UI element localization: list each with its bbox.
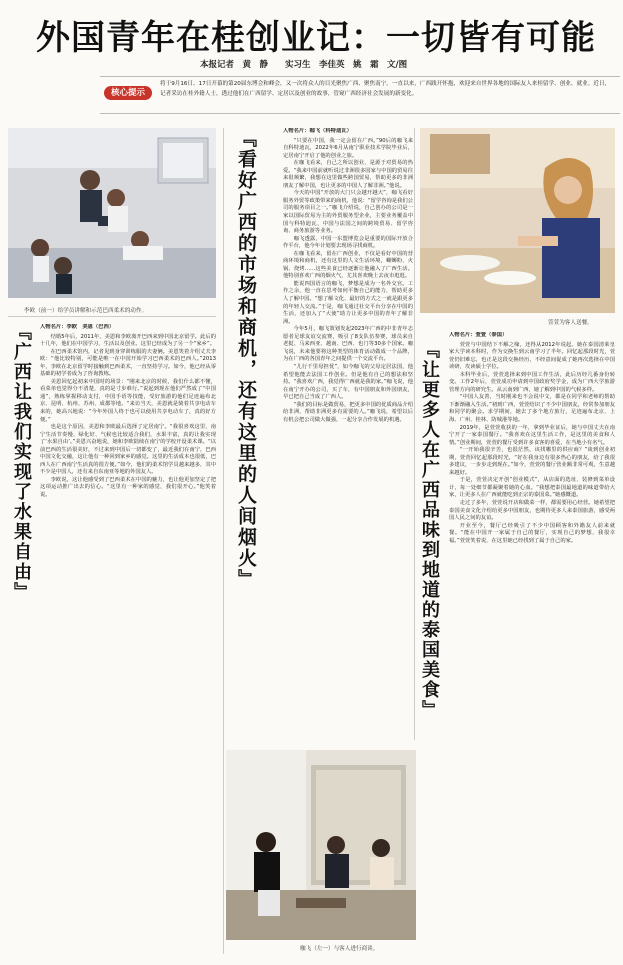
story2-paragraph: 在咖飞看来，自己之所以创业，是源于对贸易的热爱。“我来中国前就听说过非洲很多国家与中国的贸易往来很频繁，我想在这里做些跨国贸易，帮助更多的非洲朋友了解中国，也让更多的中国人了解非洲。”他说。 (283, 160, 413, 189)
story2-paragraph: “只要在中国，我一定会留在广西。”90后的咖飞来自科特迪瓦，2022年6月从南宁职业技术学院毕业后，定居南宁开启了他的创业之旅。 (283, 137, 413, 159)
story1-title: 『广西让我们实现了水果自由』 (11, 322, 32, 602)
core-tip-tag: 核心提示 (104, 86, 152, 100)
story3-paragraph: 走过了多年，萱萱说开店和做菜一样，都需要用心经营。她希望把泰国美食文化介绍给更多中国朋友，也期待更多人来泰国旅游，感受两国人民之间的友谊。 (449, 500, 615, 522)
story3-person: 人物名片：萱萱（泰国） (449, 332, 508, 338)
story3-paragraph: 萱萱与中国结下不解之缘，还得从2012年说起。她在泰国清莱皇家大学读本科时，作为交换生到云南学习了半年。回忆起那段时光，萱萱仍旧难忘，也正是这段交换经历，不经意间促成了她再次选择在中国读研，攻读硕士学位。 (449, 341, 615, 371)
story1-paragraph: 在巴西柔术馆内，记者见到身穿训练服的夫妻俩。美恩笑着介绍丈夫李欧：“他比较特别，可能是唯一在中国开始学习巴西柔术的巴西人。”2013年，李欧在北京留学时接触到巴西柔术，一直坚持学习。如今，他已经从零基础的初学者成为了咨询教练。 (40, 348, 216, 378)
story1-photo (8, 128, 216, 298)
story3-body (449, 332, 615, 954)
story3-caption: 萱萱为客人送餐。 (548, 320, 593, 326)
story3-paragraph: 开业至今，餐厅已经吸引了不少中国顾客和外籍友人前来就餐。“能在中国开一家属于自己的餐厅，实现自己的梦想，我很幸福。”萱萱笑着说，在这里她已经找到了属于自己的家。 (449, 522, 615, 544)
story1-body (40, 324, 216, 954)
story1-caption: 李欧（前一）给学员讲解和示范巴西柔术的动作。 (24, 308, 148, 314)
divider-story1 (8, 316, 216, 317)
story2-paragraph: 能说四国语言的咖飞，梦想是成为一名外交官。工作之余，他一直在思考如何平衡自己的能力，帮助更多人了解中国。“想了解文化、最好的方式之一就是跟更多的年轻人交流。”于是，咖飞通过社交平台分享在中国的生活，还加入了“大使”助力让更多中国的青年了解非洲。 (283, 280, 413, 325)
story1-paragraph: 李欧说，这让他感受到了巴西柔术在中国的魅力，也让他更加坚定了把这项运动推广出去的信心。“这里有一种家的感觉，我们很开心。”他笑着说。 (40, 476, 216, 499)
restaurant-serving-image (420, 128, 615, 313)
story3-photo (420, 128, 615, 313)
story2-paragraph: 今年5月，咖飞策划发起2023年广西的中非青年志愿者足球友谊交流赛，吸引了8支队伍参赛，球员来自老挝、马来西亚、越南、巴西、也门等30多个国家。咖飞说，未来他要将这种类型的体育活动做成一个品牌，为在广西的各国青年之间提供一个交流平台。 (283, 326, 413, 363)
story3-paragraph: 本科毕业后，萱萱选择来到中国工作生活，此后历经几番身份转变。工作2年后，萱萱成功申请到中国政府奖学金，成为广西大学旅游管理方向的研究生。从云南到广西，她了解到中国的气候多样。 (449, 371, 615, 393)
story2-photo (226, 750, 416, 940)
headline: 外国青年在桂创业记：一切皆有可能 (36, 18, 596, 58)
story1-paragraph: 美恩回忆起初来中国时的场景：“刚来北京的时候，我们什么都不懂，看菜单也觉得分不清楚，真的是寸步难行。”说起到现在他们严然成了“中国通”，熟练掌握移动支付，中国手语等技能，受好旅游的他们足迹遍布北京、昆明、杭州、苏州、成都等地。“来访当天，美恩就是骑着共享电动车来的，她高兴地说：“今年外国人终于也可以使用共享电动车了，真的好方便。” (40, 378, 216, 423)
story2-paragraph: 咖飞透露，中国一东盟博览会是重要的国际开放合作平台，他今年计划要去现场寻找商机。 (283, 235, 413, 250)
story3-paragraph: “一开始我很辛苦，也很茫然，该找哪里的供应商？”谈到创业初期，萱萱回忆起那段时光，“好在我身边有很多热心的朋友，给了我很多建议，一步步走到现在。”如今，萱萱的餐厅营业额非常可观，生意越来越好。 (449, 447, 615, 476)
story3-paragraph: 2019年，是萱萱收获的一年，拿到毕业证后，她与中国丈夫在南宁开了一家泰国餐厅。“我喜欢在这里生活工作，是这里的美食和人情。”创业期间，萱萱的餐厅受到许多食客的喜爱，在当地小有名气。 (449, 424, 615, 446)
lead-paragraph: 将于9月16日、17日开幕的第20届东博会和峰会，又一次将众人的目光聚焦广西、聚焦南宁。一直以来，广西践开怀抱，欢迎来自世界各地的国际友人来桂留学、创业、就业。近日，记者采访在桂外籍人士，透过他们在广西留学、定居以及创业的故事，管窥广西经济社会发展的新变化。 (160, 81, 611, 97)
business-meeting-image (226, 750, 416, 940)
story2-title: 『看好广西的市场和商机，还有这里的人间烟火』 (235, 128, 257, 590)
story2-paragraph: 在咖飞看来，留在广西创业，不仅是看好中国的营商环境和商机，还有这里的人文生活环境，螺蛳粉、火锅、烧烤……这些美食已经逐渐让他融入了广西生活。他特别喜欢广西的烟火气，尤其喜欢晚上去夜市逛逛。 (283, 250, 413, 280)
story3-paragraph: “中国人友善，当时刚来也不会说中文，都是在同学和老师的帮助下渐渐融入生活。”初到广西，萱萱结识了不少中国朋友，经常参加朋友和同学的聚会。求学期间，她去了多个地方旅行，足迹遍布北京、上海、广州、桂林、防城港等地。 (449, 394, 615, 424)
story3-paragraph: 于是，萱萱决定开创“创业模式”，从店面的选址、装修到菜单设计，每一处细节都凝聚着她的心血。“我想把泰国最地道的味道带给大家，让更多人在广西就能吃到正宗的泰国菜。”她感慨道。 (449, 477, 615, 499)
jiu-jitsu-training-image (8, 128, 216, 298)
story3-title: 『让更多人在广西品味到地道的泰国美食』 (419, 340, 440, 720)
story2-paragraph: 今天的中国“开放的大门只会越开越大”，咖飞看好服务外贸等政策带来的商机，他说：“留学咨询是我们公司的服务项目之一。”咖飞介绍说，自己创办的公司是一家以国际贸易为主的外贸服务型企业，主要业务覆盖中国与科特迪瓦、中国与法国之间的跨境贸易、留学咨询、商务旅游等业务。 (283, 190, 413, 235)
story2-paragraph: “儿行千里母担忧”，如今咖飞的父母定居法国，他希望他能去法国工作创业。但是他有自己的想法和坚持。“我喜欢广西，我觉得广西就是我的家。”咖飞说，他在南宁开办的公司，买了车，有中国朋友和外国朋友，早已把自己当成了广西人。 (283, 363, 413, 401)
story1-person: 人物名片：李欧 美恩（巴西） (40, 324, 115, 330)
story2-body (283, 128, 413, 744)
story2-paragraph: “我们的目标是做贸易，把更多中国的优质商品介绍给非洲，帮助非洲更多有需要的人。”咖飞说，希望以后有机会把公司做大做强，一起分享合作发展的机遇。 (283, 401, 413, 423)
story2-person: 人物名片：咖飞（科特迪瓦） (283, 128, 352, 134)
story2-caption: 咖飞（左一）与客人进行商谈。 (300, 946, 379, 952)
byline: 本报记者 黄 静 实习生 李佳英 姚 霜 文/图 (200, 60, 408, 70)
story1-paragraph: 结婚5年后，2011年，美恩和李欧离开巴西来到中国北京留学。此后的十几年，他们在中国学习、生活以及创业。这里已经成为了另一个“家乡”。 (40, 333, 216, 348)
story1-paragraph: 也是这个原因，美恩和李欧最后选择了定居南宁。“我很喜欢这里，南宁生活节奏慢、绿化好、气候也比较适合我们，水果丰富，真的让我实现了‘水果自由’。”美恩兴奋地说，她和李欧陆续在南宁的学校开设柔术课。“以前巴西的生活很美好，不过来到中国后一切都变了，最近我们在南宁，巴西中国文化交融，这让他有一种回到家乡的感觉。这里的生活成本也很低，巴西人在广西南宁生活真的很方便。”如今，他们的柔术馆学员越来越多，其中不少是中国人，还有来自东南亚等地的外国友人。 (40, 424, 216, 476)
column-divider-2 (414, 128, 415, 740)
column-divider-1 (223, 128, 224, 954)
